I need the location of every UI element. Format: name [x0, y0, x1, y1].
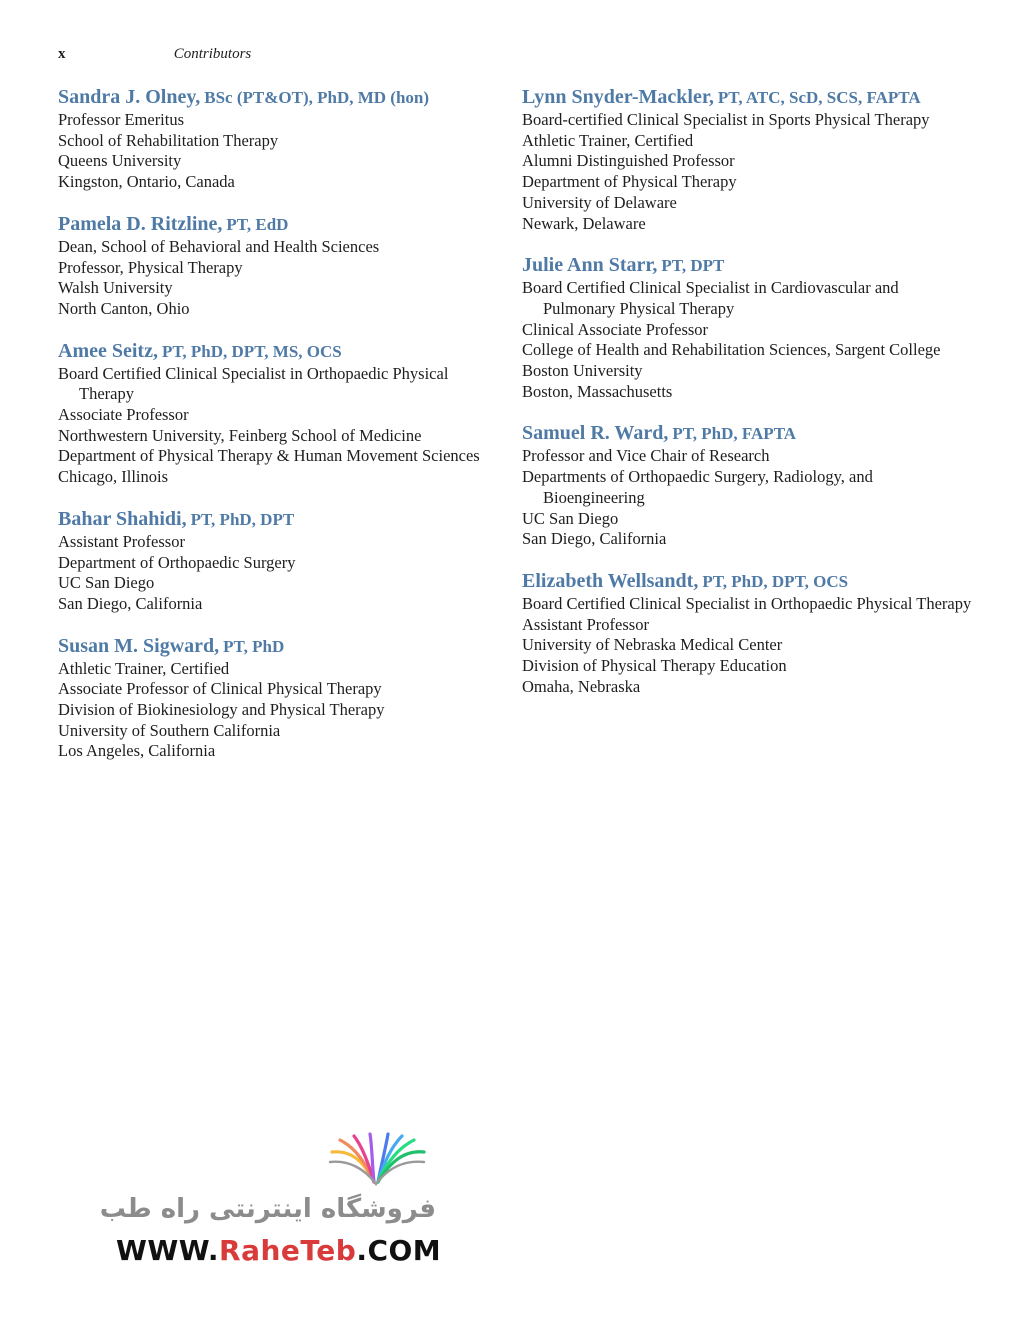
- contributor-entry: [58, 213, 498, 320]
- affiliation-line: Newark, Delaware: [522, 213, 646, 233]
- contributor-heading: [522, 422, 972, 446]
- affiliation-line: Board-certified Clinical Specialist in Sports Physical Therapy: [522, 110, 930, 129]
- affiliation-line: San Diego, California: [58, 593, 203, 613]
- affiliation-line: Alumni Distinguished Professor: [522, 151, 735, 171]
- watermark-url-suffix: .COM: [356, 1234, 442, 1267]
- contributor-heading: [58, 508, 498, 532]
- affiliation-line: Dean, School of Behavioral and Health Sciences: [58, 236, 380, 256]
- affiliation-line: Associate Professor of Clinical Physical Therapy: [58, 679, 382, 699]
- contributor-credentials: PT, PhD, DPT: [190, 509, 295, 529]
- affiliation-line: Department of Physical Therapy: [522, 172, 737, 192]
- affiliation-line: University of Southern California: [58, 720, 281, 740]
- affiliation-line: Clinical Associate Professor: [522, 319, 709, 339]
- affiliation-line: Departments of Orthopaedic Surgery, Radiology, and Bioengineering: [522, 467, 873, 507]
- affiliation-line: Professor, Physical Therapy: [58, 257, 243, 277]
- contributor-name: Susan M. Sigward,: [58, 634, 220, 657]
- affiliation-line: San Diego, California: [522, 529, 667, 549]
- contributor-entry: [522, 254, 972, 402]
- contributors-right-column: [522, 86, 972, 717]
- affiliation-line: Chicago, Illinois: [58, 467, 168, 487]
- affiliation-line: Associate Professor: [58, 405, 189, 425]
- contributor-heading: [58, 635, 498, 659]
- watermark-url-prefix: WWW.: [116, 1234, 220, 1267]
- contributor-heading: [58, 86, 498, 110]
- contributor-name: Sandra J. Olney,: [58, 86, 201, 108]
- affiliation-line: College of Health and Rehabilitation Sciences, Sargent College: [522, 340, 941, 360]
- affiliation-line: North Canton, Ohio: [58, 298, 190, 318]
- affiliation-line: Board Certified Clinical Specialist in Orthopaedic Physical Therapy: [58, 363, 449, 404]
- affiliation-line: Assistant Professor: [522, 614, 649, 634]
- contributor-credentials: PT, PhD, FAPTA: [672, 424, 797, 444]
- watermark-persian-text: فروشگاه اینترنتی راه طب: [99, 1194, 436, 1224]
- affiliation-line: Omaha, Nebraska: [522, 676, 641, 696]
- contributor-entry: [58, 340, 498, 488]
- open-book-rainbow-icon: [322, 1132, 432, 1188]
- affiliation-line: Boston, Massachusetts: [522, 381, 673, 401]
- contributor-heading: [58, 213, 498, 237]
- contributor-entry: [522, 422, 972, 550]
- contributor-entry: [522, 86, 972, 234]
- affiliation-line: Department of Physical Therapy & Human Movement Sciences: [58, 446, 480, 466]
- affiliation-line: Department of Orthopaedic Surgery: [58, 552, 296, 572]
- watermark: [100, 1132, 445, 1282]
- contributor-name: Bahar Shahidi,: [58, 507, 187, 530]
- affiliation-line: Athletic Trainer, Certified: [522, 130, 694, 150]
- contributor-name: Samuel R. Ward,: [522, 422, 669, 445]
- contributor-name: Pamela D. Ritzline,: [58, 212, 223, 235]
- contributor-name: Julie Ann Starr,: [522, 254, 658, 277]
- contributor-heading: [522, 254, 972, 278]
- affiliation-line: Professor and Vice Chair of Research: [522, 446, 770, 466]
- affiliation-line: Division of Biokinesiology and Physical Therapy: [58, 700, 385, 720]
- contributor-credentials: PT, DPT: [661, 256, 725, 276]
- contributor-credentials: PT, PhD: [223, 636, 285, 656]
- affiliation-line: Professor Emeritus: [58, 110, 185, 129]
- affiliation-line: Board Certified Clinical Specialist in Cardiovascular and Pulmonary Physical Therapy: [522, 278, 899, 318]
- affiliation-line: Kingston, Ontario, Canada: [58, 172, 235, 192]
- contributor-credentials: BSc (PT&OT), PhD, MD (hon): [204, 88, 430, 107]
- affiliation-line: Board Certified Clinical Specialist in Orthopaedic Physical Therapy: [522, 593, 972, 613]
- affiliation-line: School of Rehabilitation Therapy: [58, 130, 279, 150]
- affiliation-line: Northwestern University, Feinberg School of Medicine: [58, 425, 422, 445]
- affiliation-line: Queens University: [58, 151, 182, 171]
- page-number: x: [58, 46, 66, 62]
- section-title: Contributors: [173, 46, 252, 62]
- contributor-credentials: PT, PhD, DPT, MS, OCS: [161, 341, 342, 361]
- contributor-name: Elizabeth Wellsandt,: [522, 569, 699, 592]
- affiliation-line: Athletic Trainer, Certified: [58, 658, 230, 678]
- contributor-heading: [522, 86, 972, 110]
- contributor-name: Lynn Snyder-Mackler,: [522, 86, 714, 108]
- affiliation-line: Los Angeles, California: [58, 741, 216, 761]
- affiliation-line: Assistant Professor: [58, 531, 185, 551]
- affiliation-line: Walsh University: [58, 278, 173, 298]
- affiliation-line: UC San Diego: [58, 573, 155, 593]
- watermark-url-brand: RaheTeb: [219, 1234, 357, 1267]
- contributors-left-column: [58, 86, 498, 782]
- contributor-credentials: PT, PhD, DPT, OCS: [702, 571, 849, 591]
- contributor-entry: [522, 570, 972, 698]
- contributor-name: Amee Seitz,: [58, 339, 158, 362]
- affiliation-line: Division of Physical Therapy Education: [522, 656, 787, 676]
- affiliation-line: University of Delaware: [522, 192, 677, 212]
- running-head: [58, 44, 251, 64]
- contributor-credentials: PT, ATC, ScD, SCS, FAPTA: [717, 88, 921, 107]
- affiliation-line: Boston University: [522, 361, 643, 381]
- affiliation-line: University of Nebraska Medical Center: [522, 635, 783, 655]
- watermark-url: [116, 1234, 441, 1267]
- contributor-credentials: PT, EdD: [226, 214, 289, 234]
- affiliation-line: UC San Diego: [522, 508, 619, 528]
- contributor-entry: [58, 86, 498, 193]
- contributor-heading: [58, 340, 498, 364]
- contributor-entry: [58, 508, 498, 615]
- contributor-entry: [58, 635, 498, 763]
- contributor-heading: [522, 570, 972, 594]
